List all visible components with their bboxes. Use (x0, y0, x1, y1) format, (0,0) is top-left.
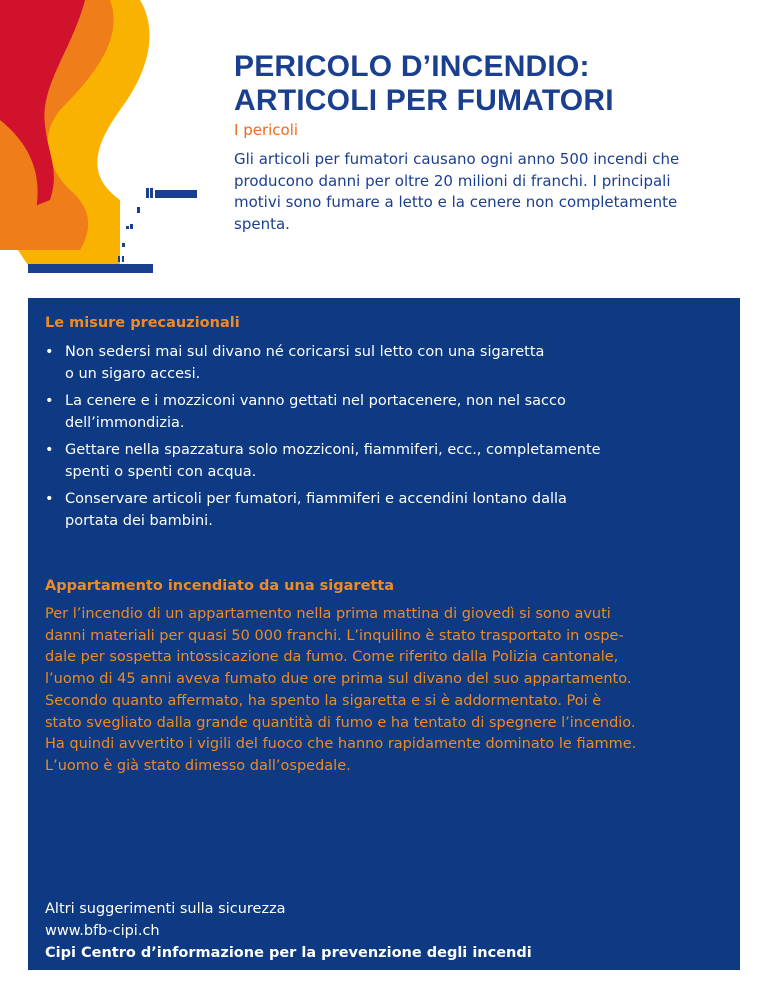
flame-pixel (130, 224, 133, 229)
list-item (45, 489, 695, 532)
story-heading: Appartamento incendiato da una sigaretta (45, 578, 395, 594)
flame-base-bar (28, 264, 153, 273)
list-item-line: Conservare articoli per fumatori, fiammiferi e accendini lontano dalla (65, 491, 567, 507)
footer-organization: Cipi Centro d’informazione per la prevenzione degli incendi (45, 945, 532, 961)
list-item-line: portata dei bambini. (65, 512, 213, 529)
bullet-icon: • (45, 393, 54, 409)
dangers-line: Gli articoli per fumatori causano ogni anno 500 incendi che (234, 150, 680, 168)
flame-pixel (118, 256, 120, 262)
list-item-line: o un sigaro accesi. (65, 365, 201, 382)
footer (45, 898, 532, 964)
footer-url: www.bfb-cipi.ch (45, 923, 160, 939)
story-paragraph (45, 604, 735, 778)
flame-illustration (0, 0, 230, 290)
dangers-line: producono danni per oltre 20 milioni di franchi. I principali (234, 171, 671, 190)
story-line: stato svegliato dalla grande quantità di fumo e ha tentato di spegnere l’incendio. (45, 714, 636, 731)
measures-heading: Le misure precauzionali (45, 315, 240, 331)
bullet-icon: • (45, 344, 54, 360)
story-line: Ha quindi avvertito i vigili del fuoco che hanno rapidamente dominato le fiamme. (45, 736, 637, 753)
list-item (45, 440, 695, 483)
list-item-line: spenti o spenti con acqua. (65, 463, 257, 480)
flame-pixel (137, 207, 140, 213)
list-item-line: dell’immondizia. (65, 414, 185, 431)
flame-pixel (126, 226, 129, 229)
flame-pixel (122, 256, 124, 262)
list-item (45, 391, 695, 434)
title-line-1: PERICOLO D’INCENDIO: (234, 50, 590, 83)
story-line: danni materiali per quasi 50 000 franchi. L’inquilino è stato trasportato in ospe- (45, 627, 624, 644)
dangers-heading: I pericoli (234, 121, 299, 139)
story-line: L’uomo è già stato dimesso dall’ospedale. (45, 757, 351, 774)
list-item-line: Non sedersi mai sul divano né coricarsi sul letto con una sigaretta (65, 344, 545, 360)
dangers-line: motivi sono fumare a letto e la cenere non completamente (234, 193, 678, 212)
title-line-2: ARTICOLI PER FUMATORI (234, 84, 614, 117)
list-item-line: Gettare nella spazzatura solo mozziconi, fiammiferi, ecc., completamente (65, 442, 601, 458)
measures-list (45, 342, 695, 538)
flame-side-bar (155, 190, 197, 198)
story-line: dale per sospetta intossicazione da fumo. Come riferito dalla Polizia cantonale, (45, 649, 619, 666)
flame-pixel (150, 188, 153, 198)
footer-tips: Altri suggerimenti sulla sicurezza (45, 901, 286, 917)
bullet-icon: • (45, 442, 54, 458)
dangers-line: spenta. (234, 215, 290, 234)
list-item-line: La cenere e i mozziconi vanno gettati nel portacenere, non nel sacco (65, 393, 566, 409)
story-line: Secondo quanto affermato, ha spento la sigaretta e si è addormentato. Poi è (45, 692, 602, 709)
story-line: Per l’incendio di un appartamento nella prima mattina di giovedì si sono avuti (45, 606, 611, 622)
flame-pixel (146, 188, 149, 198)
info-panel (28, 298, 740, 970)
story-line: l’uomo di 45 anni aveva fumato due ore prima sul divano del suo appartamento. (45, 671, 632, 688)
page-title (234, 50, 614, 118)
flame-pixel (122, 243, 125, 247)
dangers-paragraph (234, 149, 734, 236)
list-item (45, 342, 695, 385)
bullet-icon: • (45, 491, 54, 507)
